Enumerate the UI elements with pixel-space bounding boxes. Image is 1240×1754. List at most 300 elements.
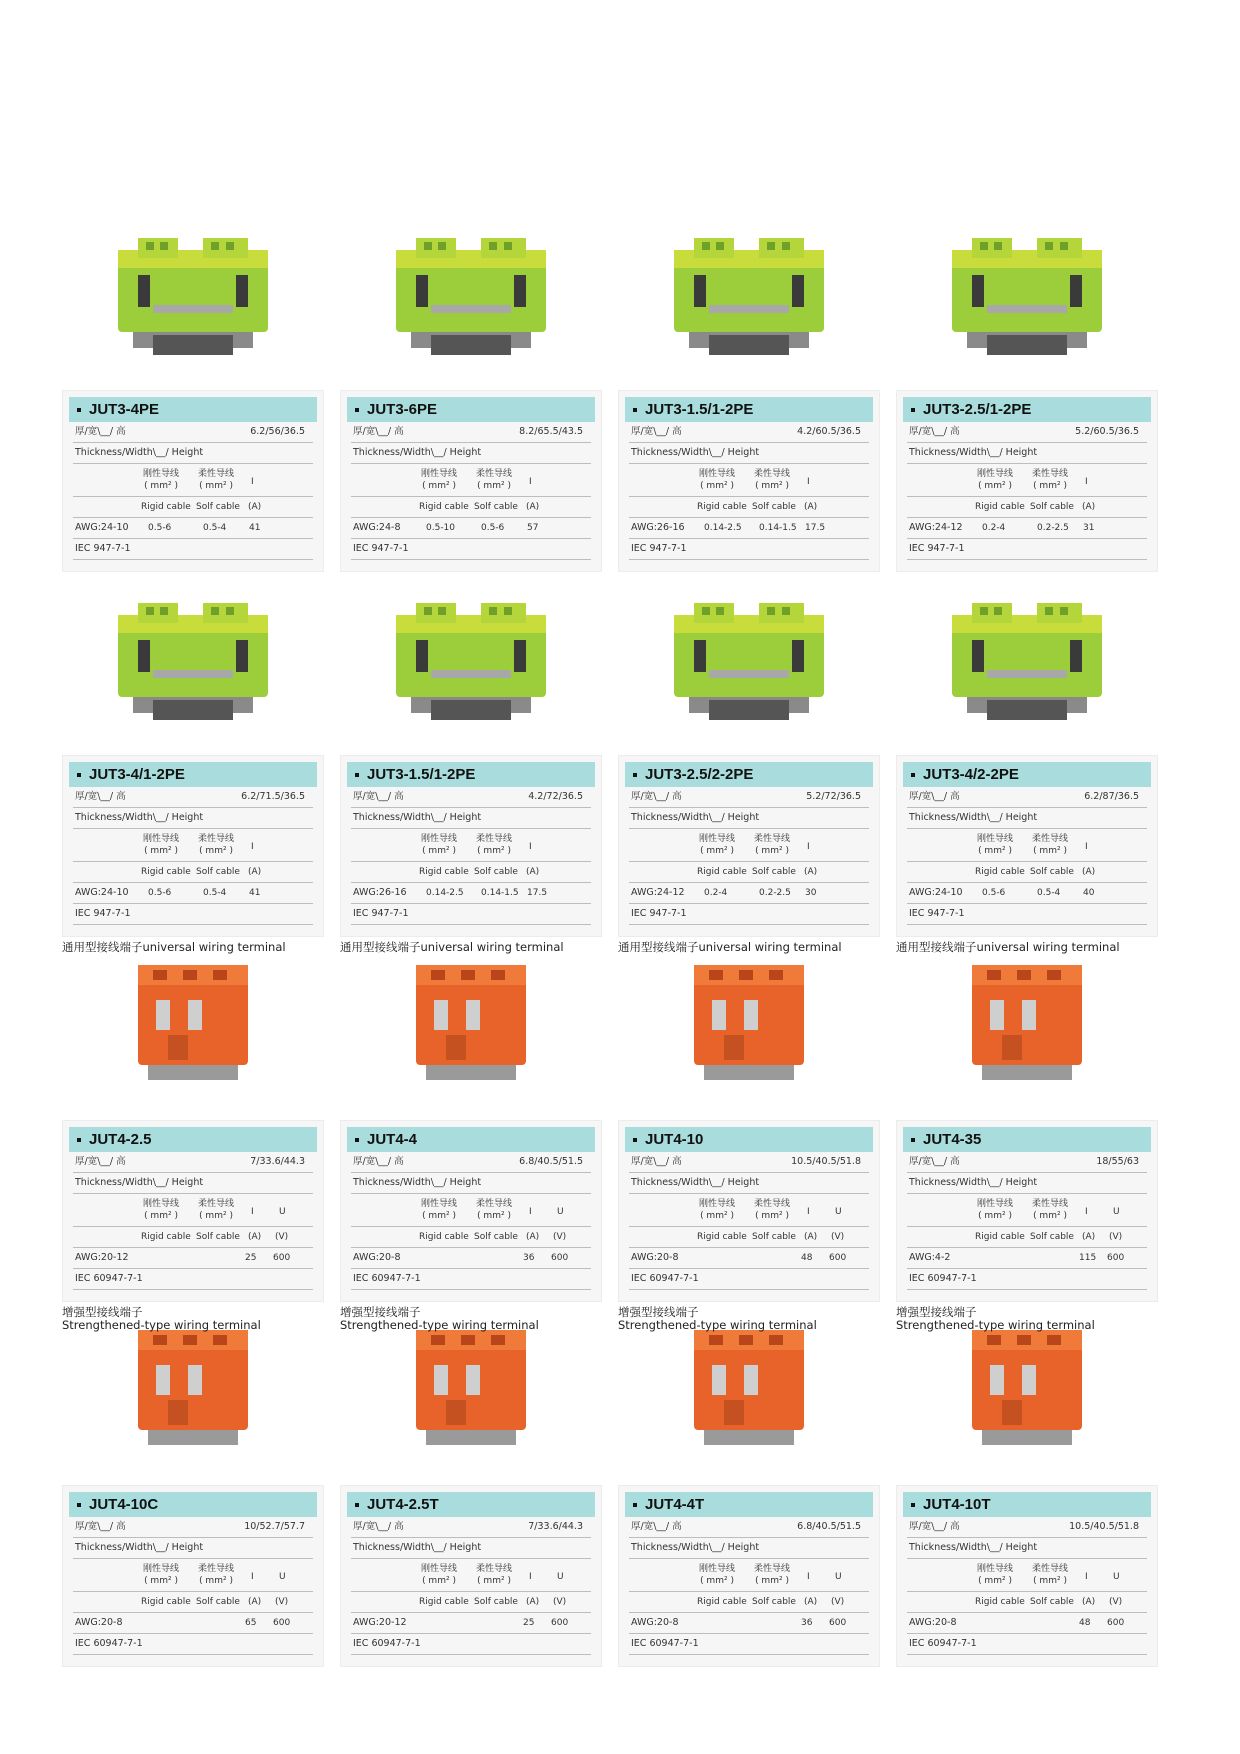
spec-card bbox=[896, 390, 1158, 572]
cable-header-row bbox=[629, 464, 869, 497]
awg-value: AWG:20-8 bbox=[631, 1617, 679, 1628]
dims-value: 7/33.6/44.3 bbox=[528, 1521, 583, 1532]
dims-label-en: Thickness/Width\__/ Height bbox=[909, 812, 1038, 823]
dims-en-row bbox=[73, 1173, 313, 1194]
soft-mm2: ( mm² ) bbox=[755, 846, 789, 856]
rigid-mm2: ( mm² ) bbox=[978, 1211, 1012, 1221]
spec-card bbox=[896, 1485, 1158, 1667]
green-terminal-block-image bbox=[664, 230, 834, 360]
dims-label-en: Thickness/Width\__/ Height bbox=[75, 1177, 204, 1188]
soft-cable-cn bbox=[1032, 1198, 1068, 1222]
soft-cn-label: 柔性导线 bbox=[754, 469, 791, 479]
bullet-square-icon bbox=[633, 1503, 637, 1507]
volt-unit: (V) bbox=[1109, 1232, 1123, 1242]
soft-cn-label: 柔性导线 bbox=[198, 1564, 235, 1574]
standard-value: IEC 947-7-1 bbox=[75, 543, 131, 554]
model-name: JUT3-4/1-2PE bbox=[89, 766, 185, 783]
dims-label-cn: 厚/宽\__/ 高 bbox=[909, 1521, 960, 1532]
rigid-mm2: ( mm² ) bbox=[422, 1576, 456, 1586]
rigid-value: 0.5-6 bbox=[148, 888, 172, 898]
soft-cable-en: Solf cable bbox=[196, 1232, 240, 1242]
spec-title bbox=[625, 762, 873, 787]
rigid-cn-label: 刚性导线 bbox=[699, 1199, 736, 1209]
model-name: JUT4-4T bbox=[645, 1496, 705, 1513]
dims-row bbox=[351, 1152, 591, 1173]
rigid-cable-cn bbox=[143, 468, 179, 492]
soft-mm2: ( mm² ) bbox=[477, 846, 511, 856]
rigid-cable-en: Rigid cable bbox=[975, 867, 1025, 877]
amp-unit: (A) bbox=[248, 1232, 262, 1242]
dims-value: 4.2/72/36.5 bbox=[528, 791, 583, 802]
green-terminal-block-image bbox=[108, 230, 278, 360]
product-cell bbox=[340, 960, 602, 1310]
values-row bbox=[629, 518, 869, 539]
voltage-label: U bbox=[1113, 1572, 1120, 1582]
dims-label-cn: 厚/宽\__/ 高 bbox=[353, 426, 404, 437]
dims-label-cn: 厚/宽\__/ 高 bbox=[353, 791, 404, 802]
cable-en-row bbox=[629, 1592, 869, 1613]
rigid-mm2: ( mm² ) bbox=[978, 481, 1012, 491]
rigid-cable-cn bbox=[143, 833, 179, 857]
current-value: 30 bbox=[805, 888, 817, 898]
dims-label-en: Thickness/Width\__/ Height bbox=[909, 447, 1038, 458]
product-cell bbox=[340, 595, 602, 945]
standard-row bbox=[351, 1269, 591, 1290]
rigid-cable-en: Rigid cable bbox=[697, 502, 747, 512]
bullet-square-icon bbox=[77, 408, 81, 412]
dims-label-cn: 厚/宽\__/ 高 bbox=[631, 1156, 682, 1167]
product-image bbox=[896, 230, 1158, 380]
cable-en-row bbox=[629, 497, 869, 518]
soft-cn-label: 柔性导线 bbox=[476, 834, 513, 844]
rigid-cable-en: Rigid cable bbox=[419, 502, 469, 512]
voltage-label: U bbox=[557, 1207, 564, 1217]
soft-cable-en: Solf cable bbox=[1030, 867, 1074, 877]
bullet-square-icon bbox=[355, 773, 359, 777]
soft-cable-cn bbox=[476, 1198, 512, 1222]
section-label-universal: 通用型接线端子universal wiring terminal bbox=[62, 940, 286, 954]
rigid-cable-cn bbox=[699, 833, 735, 857]
product-image bbox=[62, 230, 324, 380]
dims-label-cn: 厚/宽\__/ 高 bbox=[631, 426, 682, 437]
rigid-mm2: ( mm² ) bbox=[144, 1211, 178, 1221]
standard-value: IEC 947-7-1 bbox=[631, 908, 687, 919]
rigid-cable-en: Rigid cable bbox=[141, 1597, 191, 1607]
dims-label-en: Thickness/Width\__/ Height bbox=[909, 1542, 1038, 1553]
soft-cable-en: Solf cable bbox=[1030, 1232, 1074, 1242]
rigid-mm2: ( mm² ) bbox=[144, 1576, 178, 1586]
rigid-mm2: ( mm² ) bbox=[422, 481, 456, 491]
rigid-cn-label: 刚性导线 bbox=[143, 1199, 180, 1209]
spec-card bbox=[896, 755, 1158, 937]
standard-value: IEC 60947-7-1 bbox=[75, 1273, 143, 1284]
dims-row bbox=[73, 1517, 313, 1538]
dims-row bbox=[73, 787, 313, 808]
product-image bbox=[62, 1315, 324, 1465]
rigid-cn-label: 刚性导线 bbox=[699, 1564, 736, 1574]
soft-cn-label: 柔性导线 bbox=[198, 469, 235, 479]
product-cell bbox=[618, 1325, 880, 1675]
soft-cable-cn bbox=[1032, 468, 1068, 492]
rigid-value: 0.5-10 bbox=[426, 523, 456, 533]
rigid-mm2: ( mm² ) bbox=[422, 846, 456, 856]
values-row bbox=[73, 1613, 313, 1634]
soft-cable-en: Solf cable bbox=[752, 1232, 796, 1242]
dims-label-cn: 厚/宽\__/ 高 bbox=[909, 1156, 960, 1167]
rigid-cable-en: Rigid cable bbox=[419, 1232, 469, 1242]
orange-terminal-block-image bbox=[406, 1315, 536, 1455]
standard-value: IEC 60947-7-1 bbox=[631, 1638, 699, 1649]
spec-title bbox=[625, 1492, 873, 1517]
soft-cable-cn bbox=[754, 1198, 790, 1222]
rigid-value: 0.5-6 bbox=[148, 523, 172, 533]
cable-header-row bbox=[351, 829, 591, 862]
soft-value: 0.14-1.5 bbox=[759, 523, 797, 533]
soft-mm2: ( mm² ) bbox=[1033, 1576, 1067, 1586]
soft-mm2: ( mm² ) bbox=[1033, 1211, 1067, 1221]
dims-value: 10.5/40.5/51.8 bbox=[791, 1156, 861, 1167]
soft-cable-en: Solf cable bbox=[474, 502, 518, 512]
spec-card bbox=[618, 390, 880, 572]
soft-cable-en: Solf cable bbox=[1030, 1597, 1074, 1607]
dims-label-en: Thickness/Width\__/ Height bbox=[75, 812, 204, 823]
awg-value: AWG:20-8 bbox=[353, 1252, 401, 1263]
voltage-label: U bbox=[279, 1572, 286, 1582]
spec-title bbox=[347, 397, 595, 422]
orange-terminal-block-image bbox=[684, 1315, 814, 1455]
cable-en-row bbox=[73, 497, 313, 518]
spec-card bbox=[62, 390, 324, 572]
rigid-cable-cn bbox=[421, 468, 457, 492]
orange-terminal-block-image bbox=[962, 1315, 1092, 1455]
soft-cn-label: 柔性导线 bbox=[754, 1564, 791, 1574]
volt-unit: (V) bbox=[1109, 1597, 1123, 1607]
bullet-square-icon bbox=[77, 773, 81, 777]
cable-header-row bbox=[351, 1194, 591, 1227]
values-row bbox=[351, 518, 591, 539]
dims-row bbox=[907, 422, 1147, 443]
standard-row bbox=[907, 539, 1147, 560]
dims-row bbox=[73, 1152, 313, 1173]
dims-en-row bbox=[351, 1538, 591, 1559]
product-image bbox=[340, 1315, 602, 1465]
current-label: I bbox=[251, 477, 254, 487]
product-image bbox=[62, 950, 324, 1100]
voltage-value: 600 bbox=[273, 1618, 291, 1628]
current-label: I bbox=[807, 1572, 810, 1582]
standard-row bbox=[73, 1269, 313, 1290]
cable-header-row bbox=[907, 1194, 1147, 1227]
rigid-mm2: ( mm² ) bbox=[978, 1576, 1012, 1586]
strengthened-cn: 增强型接线端子 bbox=[62, 1305, 143, 1319]
rigid-mm2: ( mm² ) bbox=[978, 846, 1012, 856]
dims-value: 6.2/87/36.5 bbox=[1084, 791, 1139, 802]
soft-value: 0.2-2.5 bbox=[759, 888, 791, 898]
voltage-value: 600 bbox=[551, 1618, 569, 1628]
dims-row bbox=[907, 787, 1147, 808]
strengthened-en: Strengthened-type wiring terminal bbox=[896, 1318, 1095, 1332]
rigid-cable-cn bbox=[977, 1198, 1013, 1222]
awg-value: AWG:24-12 bbox=[631, 887, 685, 898]
rigid-cable-en: Rigid cable bbox=[141, 867, 191, 877]
dims-en-row bbox=[73, 443, 313, 464]
rigid-cable-cn bbox=[421, 1198, 457, 1222]
product-image bbox=[618, 950, 880, 1100]
voltage-value: 600 bbox=[1107, 1618, 1125, 1628]
cable-header-row bbox=[629, 1194, 869, 1227]
values-row bbox=[351, 1248, 591, 1269]
product-image bbox=[62, 595, 324, 745]
standard-value: IEC 947-7-1 bbox=[909, 908, 965, 919]
spec-title bbox=[347, 762, 595, 787]
amp-unit: (A) bbox=[526, 1597, 540, 1607]
cable-header-row bbox=[629, 829, 869, 862]
dims-en-row bbox=[351, 443, 591, 464]
spec-card bbox=[618, 1120, 880, 1302]
rigid-value: 0.2-4 bbox=[982, 523, 1006, 533]
rigid-value: 0.5-6 bbox=[982, 888, 1006, 898]
spec-card bbox=[340, 390, 602, 572]
spec-card bbox=[340, 755, 602, 937]
dims-label-en: Thickness/Width\__/ Height bbox=[353, 1542, 482, 1553]
spec-title bbox=[903, 1127, 1151, 1152]
current-label: I bbox=[251, 1572, 254, 1582]
cable-en-row bbox=[73, 862, 313, 883]
current-label: I bbox=[251, 842, 254, 852]
dims-row bbox=[629, 787, 869, 808]
standard-value: IEC 947-7-1 bbox=[353, 543, 409, 554]
soft-cn-label: 柔性导线 bbox=[1032, 834, 1069, 844]
dims-label-en: Thickness/Width\__/ Height bbox=[353, 447, 482, 458]
volt-unit: (V) bbox=[553, 1597, 567, 1607]
dims-value: 5.2/60.5/36.5 bbox=[1075, 426, 1139, 437]
rigid-cable-en: Rigid cable bbox=[697, 1597, 747, 1607]
cable-en-row bbox=[351, 1227, 591, 1248]
soft-cable-cn bbox=[198, 1563, 234, 1587]
dims-value: 18/55/63 bbox=[1096, 1156, 1139, 1167]
product-image bbox=[340, 950, 602, 1100]
cable-header-row bbox=[73, 829, 313, 862]
soft-cn-label: 柔性导线 bbox=[476, 1564, 513, 1574]
bullet-square-icon bbox=[911, 1138, 915, 1142]
soft-cn-label: 柔性导线 bbox=[1032, 469, 1069, 479]
dims-value: 4.2/60.5/36.5 bbox=[797, 426, 861, 437]
current-value: 48 bbox=[1079, 1618, 1091, 1628]
section-label-strengthened bbox=[896, 1306, 1095, 1332]
soft-cable-cn bbox=[754, 1563, 790, 1587]
dims-en-row bbox=[629, 1538, 869, 1559]
awg-value: AWG:26-16 bbox=[631, 522, 685, 533]
soft-cable-en: Solf cable bbox=[196, 1597, 240, 1607]
amp-unit: (A) bbox=[248, 502, 262, 512]
voltage-label: U bbox=[557, 1572, 564, 1582]
bullet-square-icon bbox=[355, 1503, 359, 1507]
product-cell bbox=[896, 960, 1158, 1310]
bullet-square-icon bbox=[633, 1138, 637, 1142]
product-image bbox=[618, 1315, 880, 1465]
dims-en-row bbox=[907, 808, 1147, 829]
rigid-mm2: ( mm² ) bbox=[700, 1211, 734, 1221]
bullet-square-icon bbox=[355, 1138, 359, 1142]
awg-value: AWG:24-8 bbox=[353, 522, 401, 533]
current-label: I bbox=[1085, 477, 1088, 487]
amp-unit: (A) bbox=[804, 1232, 818, 1242]
spec-card bbox=[618, 755, 880, 937]
rigid-cable-cn bbox=[143, 1198, 179, 1222]
dims-value: 8.2/65.5/43.5 bbox=[519, 426, 583, 437]
rigid-cable-cn bbox=[699, 468, 735, 492]
rigid-cable-cn bbox=[143, 1563, 179, 1587]
model-name: JUT4-2.5 bbox=[89, 1131, 152, 1148]
rigid-value: 0.14-2.5 bbox=[426, 888, 464, 898]
dims-en-row bbox=[629, 443, 869, 464]
product-cell bbox=[62, 960, 324, 1310]
dims-value: 10.5/40.5/51.8 bbox=[1069, 1521, 1139, 1532]
soft-value: 0.5-4 bbox=[203, 888, 227, 898]
product-image bbox=[618, 230, 880, 380]
dims-label-cn: 厚/宽\__/ 高 bbox=[909, 426, 960, 437]
standard-row bbox=[629, 904, 869, 925]
standard-row bbox=[907, 904, 1147, 925]
dims-label-en: Thickness/Width\__/ Height bbox=[909, 1177, 1038, 1188]
rigid-cn-label: 刚性导线 bbox=[421, 834, 458, 844]
amp-unit: (A) bbox=[1082, 867, 1096, 877]
soft-cn-label: 柔性导线 bbox=[754, 834, 791, 844]
current-label: I bbox=[1085, 1207, 1088, 1217]
soft-cable-en: Solf cable bbox=[1030, 502, 1074, 512]
standard-value: IEC 60947-7-1 bbox=[75, 1638, 143, 1649]
spec-title bbox=[347, 1127, 595, 1152]
voltage-label: U bbox=[279, 1207, 286, 1217]
current-label: I bbox=[807, 477, 810, 487]
dims-value: 6.2/56/36.5 bbox=[250, 426, 305, 437]
dims-label-cn: 厚/宽\__/ 高 bbox=[631, 791, 682, 802]
soft-cable-cn bbox=[754, 833, 790, 857]
dims-value: 5.2/72/36.5 bbox=[806, 791, 861, 802]
soft-cn-label: 柔性导线 bbox=[476, 1199, 513, 1209]
section-label-universal: 通用型接线端子universal wiring terminal bbox=[896, 940, 1120, 954]
standard-value: IEC 947-7-1 bbox=[75, 908, 131, 919]
values-row bbox=[629, 1613, 869, 1634]
product-cell bbox=[62, 595, 324, 945]
dims-label-cn: 厚/宽\__/ 高 bbox=[75, 1156, 126, 1167]
current-value: 25 bbox=[245, 1253, 257, 1263]
current-value: 31 bbox=[1083, 523, 1095, 533]
soft-mm2: ( mm² ) bbox=[477, 1576, 511, 1586]
values-row bbox=[907, 518, 1147, 539]
volt-unit: (V) bbox=[553, 1232, 567, 1242]
model-name: JUT3-4PE bbox=[89, 401, 160, 418]
section-label-strengthened bbox=[62, 1306, 261, 1332]
awg-value: AWG:24-10 bbox=[75, 522, 129, 533]
soft-mm2: ( mm² ) bbox=[199, 846, 233, 856]
dims-row bbox=[629, 1152, 869, 1173]
rigid-cable-cn bbox=[977, 833, 1013, 857]
awg-value: AWG:20-8 bbox=[631, 1252, 679, 1263]
cable-header-row bbox=[73, 1194, 313, 1227]
cable-header-row bbox=[907, 464, 1147, 497]
bullet-square-icon bbox=[911, 773, 915, 777]
soft-cn-label: 柔性导线 bbox=[754, 1199, 791, 1209]
soft-cn-label: 柔性导线 bbox=[198, 1199, 235, 1209]
spec-title bbox=[903, 397, 1151, 422]
soft-mm2: ( mm² ) bbox=[1033, 481, 1067, 491]
rigid-cable-en: Rigid cable bbox=[141, 502, 191, 512]
dims-row bbox=[907, 1152, 1147, 1173]
rigid-mm2: ( mm² ) bbox=[700, 846, 734, 856]
soft-cn-label: 柔性导线 bbox=[1032, 1564, 1069, 1574]
model-name: JUT3-1.5/1-2PE bbox=[645, 401, 754, 418]
spec-title bbox=[347, 1492, 595, 1517]
rigid-cn-label: 刚性导线 bbox=[421, 1199, 458, 1209]
soft-cn-label: 柔性导线 bbox=[476, 469, 513, 479]
dims-label-en: Thickness/Width\__/ Height bbox=[353, 1177, 482, 1188]
orange-terminal-block-image bbox=[406, 950, 536, 1090]
rigid-mm2: ( mm² ) bbox=[700, 1576, 734, 1586]
soft-cable-cn bbox=[476, 833, 512, 857]
dims-en-row bbox=[351, 808, 591, 829]
rigid-cable-cn bbox=[421, 833, 457, 857]
soft-mm2: ( mm² ) bbox=[755, 1211, 789, 1221]
cable-header-row bbox=[73, 1559, 313, 1592]
orange-terminal-block-image bbox=[128, 1315, 258, 1455]
soft-cable-en: Solf cable bbox=[474, 1597, 518, 1607]
amp-unit: (A) bbox=[804, 502, 818, 512]
bullet-square-icon bbox=[911, 1503, 915, 1507]
strengthened-cn: 增强型接线端子 bbox=[896, 1305, 977, 1319]
awg-value: AWG:24-10 bbox=[909, 887, 963, 898]
voltage-value: 600 bbox=[551, 1253, 569, 1263]
current-value: 17.5 bbox=[805, 523, 826, 533]
product-cell bbox=[618, 230, 880, 580]
bullet-square-icon bbox=[633, 408, 637, 412]
model-name: JUT3-4/2-2PE bbox=[923, 766, 1019, 783]
bullet-square-icon bbox=[633, 773, 637, 777]
rigid-cn-label: 刚性导线 bbox=[143, 1564, 180, 1574]
dims-value: 6.8/40.5/51.5 bbox=[797, 1521, 861, 1532]
cable-en-row bbox=[907, 497, 1147, 518]
soft-cable-cn bbox=[1032, 833, 1068, 857]
model-name: JUT4-4 bbox=[367, 1131, 418, 1148]
product-image bbox=[896, 950, 1158, 1100]
awg-value: AWG:20-12 bbox=[75, 1252, 129, 1263]
dims-row bbox=[351, 787, 591, 808]
spec-title bbox=[69, 1127, 317, 1152]
soft-cable-en: Solf cable bbox=[752, 502, 796, 512]
soft-cable-en: Solf cable bbox=[752, 867, 796, 877]
voltage-value: 600 bbox=[273, 1253, 291, 1263]
values-row bbox=[907, 1248, 1147, 1269]
cable-en-row bbox=[351, 497, 591, 518]
dims-en-row bbox=[907, 1173, 1147, 1194]
rigid-mm2: ( mm² ) bbox=[144, 481, 178, 491]
current-value: 57 bbox=[527, 523, 539, 533]
strengthened-en: Strengthened-type wiring terminal bbox=[62, 1318, 261, 1332]
current-label: I bbox=[529, 842, 532, 852]
green-terminal-block-image bbox=[664, 595, 834, 725]
soft-mm2: ( mm² ) bbox=[199, 481, 233, 491]
current-value: 36 bbox=[523, 1253, 535, 1263]
orange-terminal-block-image bbox=[962, 950, 1092, 1090]
soft-cn-label: 柔性导线 bbox=[198, 834, 235, 844]
soft-value: 0.5-6 bbox=[481, 523, 505, 533]
strengthened-en: Strengthened-type wiring terminal bbox=[618, 1318, 817, 1332]
dims-label-cn: 厚/宽\__/ 高 bbox=[353, 1521, 404, 1532]
standard-row bbox=[629, 1634, 869, 1655]
rigid-cable-en: Rigid cable bbox=[975, 1232, 1025, 1242]
cable-en-row bbox=[907, 862, 1147, 883]
soft-value: 0.5-4 bbox=[203, 523, 227, 533]
